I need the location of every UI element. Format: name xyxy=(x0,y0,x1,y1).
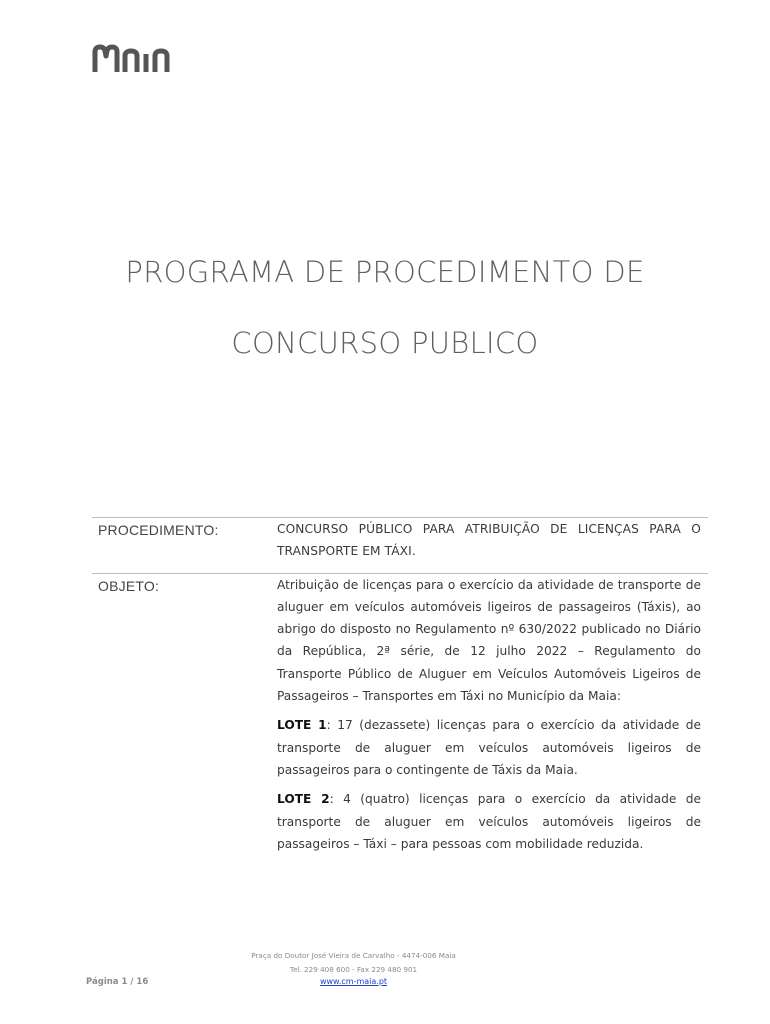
table-row-procedimento xyxy=(92,517,708,573)
objeto-label: OBJETO: xyxy=(98,577,160,594)
lote-1-label: LOTE 1 xyxy=(277,718,327,733)
document-title-line-1: PROGRAMA DE PROCEDIMENTO DE xyxy=(125,255,645,289)
maia-logo-icon xyxy=(92,42,188,74)
objeto-value xyxy=(277,574,701,856)
procedimento-value: CONCURSO PÚBLICO PARA ATRIBUIÇÃO DE LICENÇAS PARA O TRANSPORTE EM TÁXI. xyxy=(277,522,701,559)
page-number: Página 1 / 16 xyxy=(86,977,149,987)
lote-2-paragraph xyxy=(277,788,701,855)
lote-2-label: LOTE 2 xyxy=(277,792,330,807)
procedimento-label: PROCEDIMENTO: xyxy=(98,522,219,538)
table-row-objeto xyxy=(92,573,708,856)
procedure-info-table xyxy=(92,517,708,862)
lote-1-text: : 17 (dezassete) licenças para o exercício da atividade de transporte de aluguer em veículos automóveis ligeiros de passageiros para o contingente de Táxis da Maia. xyxy=(277,718,701,777)
document-title-line-2: CONCURSO PUBLICO xyxy=(231,326,539,360)
footer-phone: Tel. 229 408 600 - Fax 229 480 901 xyxy=(289,965,418,974)
lote-2-text: : 4 (quatro) licenças para o exercício da atividade de transporte de aluguer em veículos automóveis ligeiros de passageiros – Táxi – para pessoas com mobilidade reduzida. xyxy=(277,792,701,851)
objeto-intro: Atribuição de licenças para o exercício da atividade de transporte de aluguer em veículos automóveis ligeiros de passageiros (Táxis), ao abrigo do disposto no Regulamento nº 630/2022 publicado no Diário da República, 2ª série, de 12 julho 2022 – Regulamento do Transporte Público de Aluguer em Veículos Automóveis Ligeiros de Passageiros – Transportes em Táxi no Município da Maia: xyxy=(277,577,701,704)
website-link[interactable]: www.cm-maia.pt xyxy=(319,977,388,986)
maia-logo xyxy=(92,42,188,74)
lote-1-paragraph xyxy=(277,714,701,781)
footer-address: Praça do Doutor José Vieira de Carvalho - 4474-006 Maia xyxy=(251,951,456,960)
